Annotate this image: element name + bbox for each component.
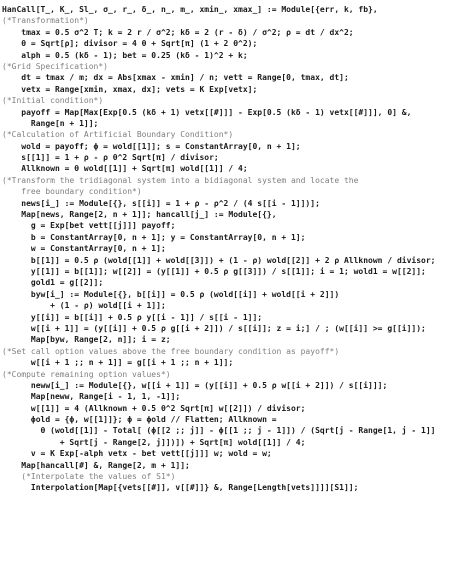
code-line: Allknown = θ wold[[1]] + Sqrt[π] wold[[1]] / 4;	[2, 164, 248, 174]
code-line: dt = tmax / m; dx = Abs[xmax - xmin] / n; vett = Range[0, tmax, dt];	[2, 73, 349, 83]
code-line: gold1 = g[[2]];	[2, 278, 104, 288]
code-line: news[i_] := Module[{}, s[[i]] = 1 + ρ - ρ^2 / (4 s[[i - 1]])];	[2, 198, 320, 208]
code-line: y[[i]] = b[[i]] + 0.5 ρ y[[i - 1]] / s[[i - 1]];	[2, 312, 263, 322]
code-line: w[[i + 1 ;; n + 1]] = g[[i + 1 ;; n + 1]];	[2, 358, 234, 368]
code-line: Interpolation[Map[{vets[[#]], v[[#]]} &, Range[Length[vets]]]][S1]];	[2, 483, 359, 493]
comment-line: (*Compute remaining option values*)	[2, 369, 171, 379]
code-line: g = Exp[bet vett[[j]]] payoff;	[2, 221, 176, 231]
comment-line: (*Transform the tridiagonal system into a bidiagonal system and locate the	[2, 175, 359, 185]
comment-line: (*Set call option values above the free boundary condition as payoff*)	[2, 346, 340, 356]
code-line: θ = Sqrt[ρ]; divisor = 4 θ + Sqrt[π] (1 + 2 θ^2);	[2, 39, 258, 49]
code-line: w[[1]] = 4 (Allknown + 0.5 θ^2 Sqrt[π] w[[2]]) / divisor;	[2, 403, 306, 413]
code-line: w[[i + 1]] = (y[[i]] + 0.5 ρ g[[i + 2]]) / s[[i]]; z = i;] / ; (w[[i]] >= g[[i]]);	[2, 323, 426, 333]
code-line: Map[hancall[#] &, Range[2, m + 1]];	[2, 460, 190, 470]
code-line: vetx = Range[xmin, xmax, dx]; vets = K Exp[vetx];	[2, 84, 258, 94]
code-line: Map[neww, Range[i - 1, 1, -1]];	[2, 392, 181, 402]
comment-line: (*Grid Specification*)	[2, 61, 108, 71]
code-line: y[[1]] = b[[1]]; w[[2]] = (y[[1]] + 0.5 ρ g[[3]]) / s[[1]]; i = 1; wold1 = w[[2]];	[2, 266, 426, 276]
code-line: payoff = Map[Max[Exp[0.5 (kδ + 1) vetx[[#]]] - Exp[0.5 (kδ - 1) vetx[[#]]], 0] &,	[2, 107, 412, 117]
code-line: alph = 0.5 (kδ - 1); bet = 0.25 (kδ - 1)^2 + k;	[2, 50, 248, 60]
code-line: b[[1]] = 0.5 ρ (wold[[1]] + wold[[3]]) + (1 - ρ) wold[[2]] + 2 ρ Allknown / divisor;	[2, 255, 436, 265]
code-line: Map[byw, Range[2, n]]; i = z;	[2, 335, 171, 345]
code-line: θ (wold[[1]] - Total[ (ϕ[[2 ;; j]] - ϕ[[1 ;; j - 1]]) / (Sqrt[j - Range[1, j - 1]]	[2, 426, 436, 436]
code-line: wold = payoff; ϕ = wold[[1]]; s = ConstantArray[0, n + 1];	[2, 141, 301, 151]
comment-line: (*Initial condition*)	[2, 96, 104, 106]
code-line: b = ConstantArray[0, n + 1]; y = ConstantArray[0, n + 1];	[2, 232, 306, 242]
code-line: Range[n + 1]];	[2, 118, 99, 128]
code-line: v = K Exp[-alph vetx - bet vett[[j]]] w; wold = w;	[2, 449, 272, 459]
comment-line: (*Calculation of Artificial Boundary Condition*)	[2, 130, 234, 140]
code-line: w = ConstantArray[0, n + 1];	[2, 244, 166, 254]
comment-line: (*Interpolate the values of S1*)	[2, 472, 176, 482]
comment-line: (*Transformation*)	[2, 16, 89, 26]
comment-line: free boundary condition*)	[2, 187, 142, 197]
code-line: ϕold = {ϕ, w[[1]]}; ϕ = ϕold // Flatten; Allknown =	[2, 415, 277, 425]
code-line: tmax = 0.5 σ^2 T; k = 2 r / σ^2; kδ = 2 (r - δ) / σ^2; ρ = dt / dx^2;	[2, 27, 354, 37]
code-line: s[[1]] = 1 + ρ - ρ θ^2 Sqrt[π] / divisor;	[2, 153, 219, 163]
code-line: neww[i_] := Module[{}, w[[i + 1]] = (y[[i]] + 0.5 ρ w[[i + 2]]) / s[[i]]];	[2, 380, 388, 390]
code-line: byw[i_] := Module[{}, b[[i]] = 0.5 ρ (wold[[i]] + wold[[i + 2]])	[2, 289, 340, 299]
code-line: + Sqrt[j - Range[2, j]])]) + Sqrt[π] wold[[1]] / 4;	[2, 437, 306, 447]
code-line: Map[news, Range[2, n + 1]]; hancall[j_] := Module[{},	[2, 210, 277, 220]
code-line: HanCall[T_, K_, Sl_, σ_, r_, δ_, n_, m_, xmin_, xmax_] := Module[{err, k, fb},	[2, 5, 378, 14]
code-line: + (1 - ρ) wold[[i + 1]];	[2, 301, 166, 311]
